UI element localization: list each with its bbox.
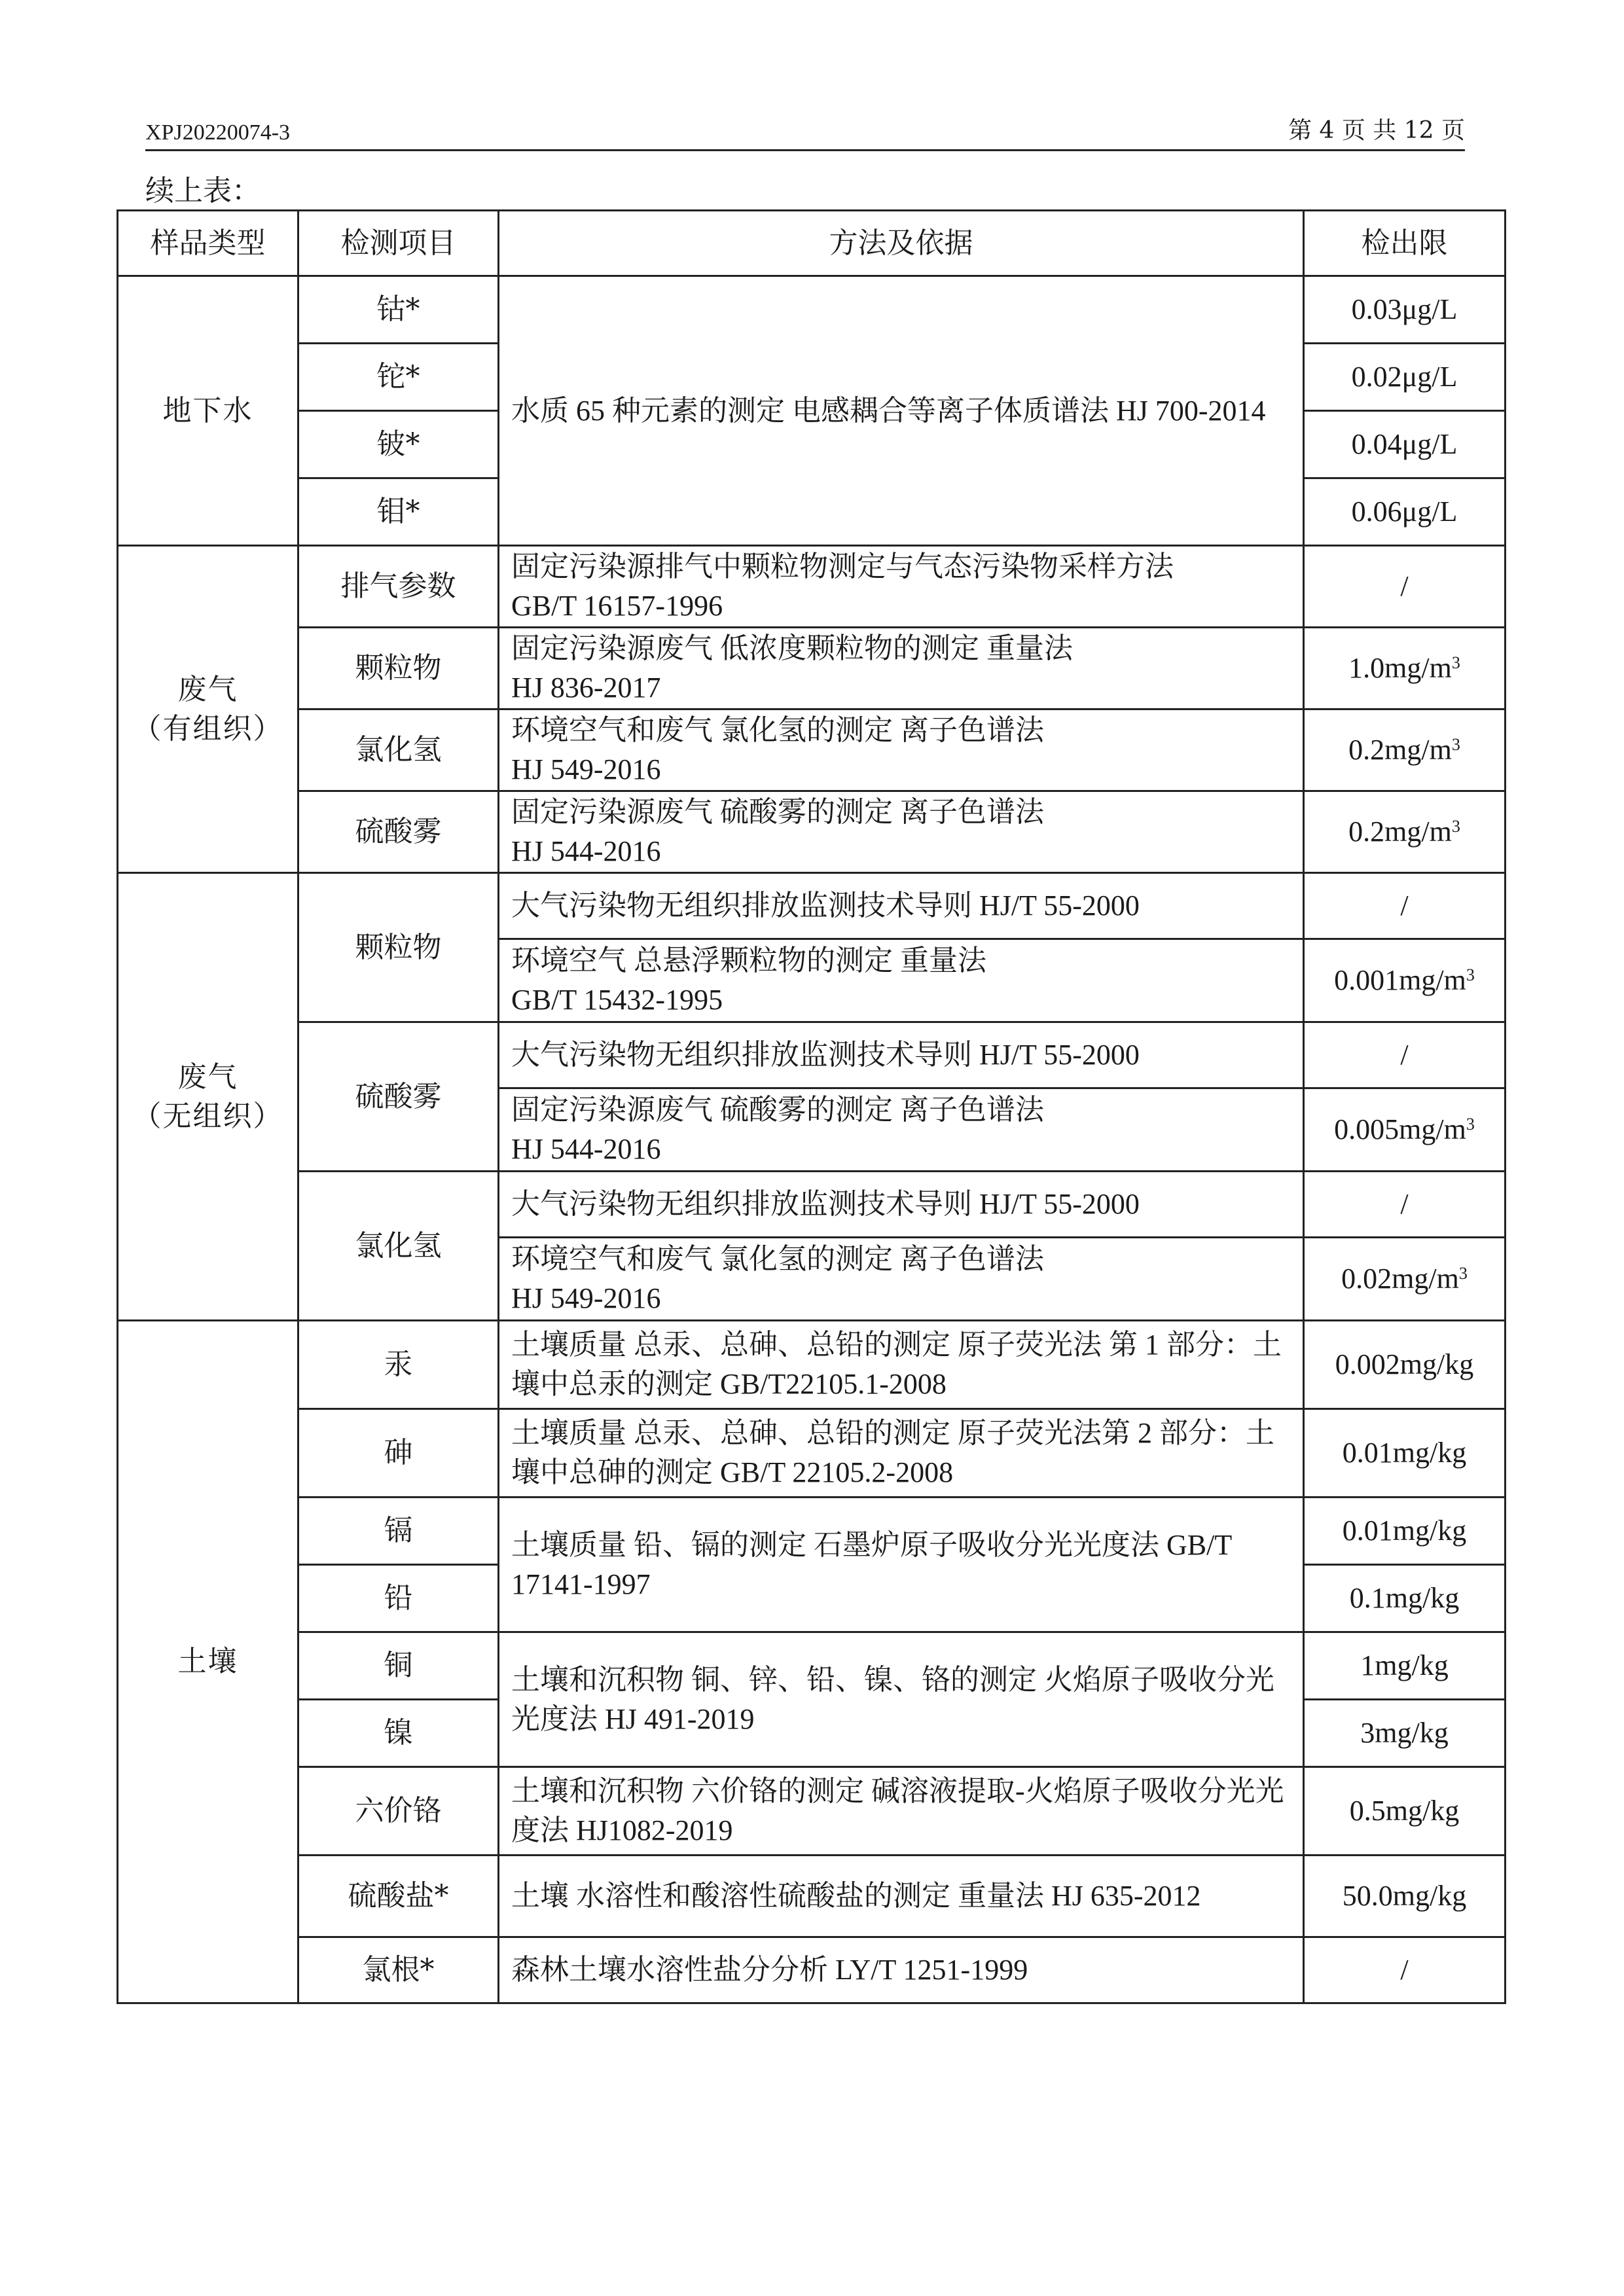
limit-value: 0.001mg/m: [1334, 964, 1466, 996]
detection-limit-cell: 1mg/kg: [1304, 1632, 1506, 1700]
sample-type-line: （无组织）: [132, 1099, 283, 1133]
column-header-detection-limit: 检出限: [1304, 211, 1506, 276]
method-cell: 大气污染物无组织排放监测技术导则 HJ/T 55-2000: [499, 1172, 1304, 1238]
method-line: HJ 544-2016: [511, 1133, 661, 1165]
limit-unit-exponent: 3: [1451, 817, 1460, 836]
method-cell: 土壤质量 总汞、总砷、总铅的测定 原子荧光法第 2 部分：土壤中总砷的测定 GB/T 22105.2-2008: [499, 1409, 1304, 1498]
test-item-cell: 砷: [298, 1409, 499, 1498]
method-line: GB/T 16157-1996: [511, 590, 723, 622]
method-line: 固定污染源废气 硫酸雾的测定 离子色谱法: [511, 796, 1044, 828]
limit-value: 1.0mg/m: [1348, 652, 1452, 684]
detection-methods-table: [117, 209, 1506, 2004]
test-item-cell: 硫酸盐*: [298, 1856, 499, 1937]
method-line: 固定污染源废气 硫酸雾的测定 离子色谱法: [511, 1094, 1044, 1126]
method-cell: [499, 791, 1304, 873]
sample-type-cell: 土壤: [118, 1321, 298, 2003]
test-item-cell: 硫酸雾: [298, 1022, 499, 1172]
sample-type-cell: [118, 873, 298, 1321]
method-line: 环境空气和废气 氯化氢的测定 离子色谱法: [511, 714, 1044, 746]
sample-type-cell: 地下水: [118, 276, 298, 546]
detection-limit-cell: 0.1mg/kg: [1304, 1565, 1506, 1632]
table-row: [118, 276, 1506, 344]
method-line: HJ 544-2016: [511, 835, 661, 867]
sample-type-line: （有组织）: [132, 711, 283, 745]
test-item-cell: 镍: [298, 1700, 499, 1767]
column-header-test-item: 检测项目: [298, 211, 499, 276]
detection-limit-cell: 0.002mg/kg: [1304, 1321, 1506, 1409]
method-line: HJ 549-2016: [511, 1282, 661, 1314]
column-header-method: 方法及依据: [499, 211, 1304, 276]
test-item-cell: 铅: [298, 1565, 499, 1632]
detection-limit-cell: /: [1304, 1022, 1506, 1088]
column-header-sample-type: 样品类型: [118, 211, 298, 276]
detection-limit-cell: /: [1304, 1937, 1506, 2003]
table-row: [118, 1632, 1506, 1700]
method-line: 固定污染源排气中颗粒物测定与气态污染物采样方法: [511, 550, 1174, 583]
limit-value: 0.2mg/m: [1348, 816, 1452, 848]
limit-value: 0.2mg/m: [1348, 734, 1452, 766]
method-cell: 大气污染物无组织排放监测技术导则 HJ/T 55-2000: [499, 873, 1304, 939]
table-row: [118, 1022, 1506, 1088]
table-row: [118, 628, 1506, 709]
table-row: [118, 791, 1506, 873]
table-row: [118, 1409, 1506, 1498]
detection-limit-cell: [1304, 939, 1506, 1022]
method-cell: 水质 65 种元素的测定 电感耦合等离子体质谱法 HJ 700-2014: [499, 276, 1304, 546]
detection-limit-cell: 0.5mg/kg: [1304, 1767, 1506, 1856]
detection-limit-cell: 0.04μg/L: [1304, 411, 1506, 478]
detection-limit-cell: [1304, 791, 1506, 873]
limit-unit-exponent: 3: [1466, 1115, 1475, 1134]
test-item-cell: 铍*: [298, 411, 499, 478]
method-line: 环境空气 总悬浮颗粒物的测定 重量法: [511, 944, 986, 977]
method-line: HJ 836-2017: [511, 672, 661, 704]
test-item-cell: 颗粒物: [298, 873, 499, 1022]
detection-limit-cell: [1304, 1088, 1506, 1172]
table-row: [118, 1498, 1506, 1565]
method-cell: [499, 1088, 1304, 1172]
method-cell: 土壤和沉积物 六价铬的测定 碱溶液提取-火焰原子吸收分光光度法 HJ1082-2019: [499, 1767, 1304, 1856]
document-code: XPJ20220074-3: [145, 120, 291, 145]
method-line: 固定污染源废气 低浓度颗粒物的测定 重量法: [511, 632, 1073, 664]
limit-unit-exponent: 3: [1458, 1264, 1468, 1283]
sample-type-line: 废气: [177, 672, 238, 706]
detection-limit-cell: 0.02μg/L: [1304, 344, 1506, 411]
detection-limit-cell: /: [1304, 546, 1506, 628]
method-cell: [499, 939, 1304, 1022]
method-line: 环境空气和废气 氯化氢的测定 离子色谱法: [511, 1243, 1044, 1275]
table-row: [118, 1767, 1506, 1856]
page-header: [145, 118, 1465, 151]
table-row: [118, 546, 1506, 628]
method-cell: [499, 546, 1304, 628]
limit-unit-exponent: 3: [1451, 653, 1460, 672]
test-item-cell: 铊*: [298, 344, 499, 411]
detection-limit-cell: /: [1304, 873, 1506, 939]
detection-limit-cell: 0.03μg/L: [1304, 276, 1506, 344]
detection-limit-cell: 0.06μg/L: [1304, 478, 1506, 546]
test-item-cell: 钴*: [298, 276, 499, 344]
detection-limit-cell: 3mg/kg: [1304, 1700, 1506, 1767]
method-cell: [499, 1238, 1304, 1321]
limit-unit-exponent: 3: [1466, 965, 1475, 984]
test-item-cell: 氯化氢: [298, 1172, 499, 1321]
detection-limit-cell: [1304, 628, 1506, 709]
table-row: [118, 1172, 1506, 1238]
limit-value: 0.02mg/m: [1341, 1263, 1459, 1295]
method-cell: 土壤质量 铅、镉的测定 石墨炉原子吸收分光光度法 GB/T 17141-1997: [499, 1498, 1304, 1632]
page-number: 第 4 页 共 12 页: [1288, 117, 1465, 144]
test-item-cell: 氯根*: [298, 1937, 499, 2003]
test-item-cell: 钼*: [298, 478, 499, 546]
test-item-cell: 汞: [298, 1321, 499, 1409]
method-cell: 大气污染物无组织排放监测技术导则 HJ/T 55-2000: [499, 1022, 1304, 1088]
method-cell: 森林土壤水溶性盐分分析 LY/T 1251-1999: [499, 1937, 1304, 2003]
table-row: [118, 1321, 1506, 1409]
sample-type-cell: [118, 546, 298, 873]
test-item-cell: 颗粒物: [298, 628, 499, 709]
test-item-cell: 铜: [298, 1632, 499, 1700]
sample-type-line: 废气: [177, 1060, 238, 1094]
detection-limit-cell: 50.0mg/kg: [1304, 1856, 1506, 1937]
table-row: [118, 873, 1506, 939]
test-item-cell: 镉: [298, 1498, 499, 1565]
method-cell: 土壤质量 总汞、总砷、总铅的测定 原子荧光法 第 1 部分：土壤中总汞的测定 GB/T22105.1-2008: [499, 1321, 1304, 1409]
method-cell: [499, 628, 1304, 709]
detection-limit-cell: 0.01mg/kg: [1304, 1498, 1506, 1565]
detection-limit-cell: [1304, 1238, 1506, 1321]
detection-limit-cell: /: [1304, 1172, 1506, 1238]
table-header-row: [118, 211, 1506, 276]
limit-unit-exponent: 3: [1451, 735, 1460, 754]
continuation-label: 续上表：: [145, 174, 261, 207]
method-line: HJ 549-2016: [511, 753, 661, 785]
limit-value: 0.005mg/m: [1334, 1113, 1466, 1145]
test-item-cell: 硫酸雾: [298, 791, 499, 873]
method-cell: [499, 709, 1304, 791]
table-row: [118, 1937, 1506, 2003]
table-row: [118, 1856, 1506, 1937]
method-cell: 土壤 水溶性和酸溶性硫酸盐的测定 重量法 HJ 635-2012: [499, 1856, 1304, 1937]
method-cell: 土壤和沉积物 铜、锌、铅、镍、铬的测定 火焰原子吸收分光光度法 HJ 491-2019: [499, 1632, 1304, 1767]
detection-limit-cell: 0.01mg/kg: [1304, 1409, 1506, 1498]
test-item-cell: 氯化氢: [298, 709, 499, 791]
test-item-cell: 六价铬: [298, 1767, 499, 1856]
detection-limit-cell: [1304, 709, 1506, 791]
test-item-cell: 排气参数: [298, 546, 499, 628]
table-row: [118, 709, 1506, 791]
method-line: GB/T 15432-1995: [511, 984, 723, 1016]
